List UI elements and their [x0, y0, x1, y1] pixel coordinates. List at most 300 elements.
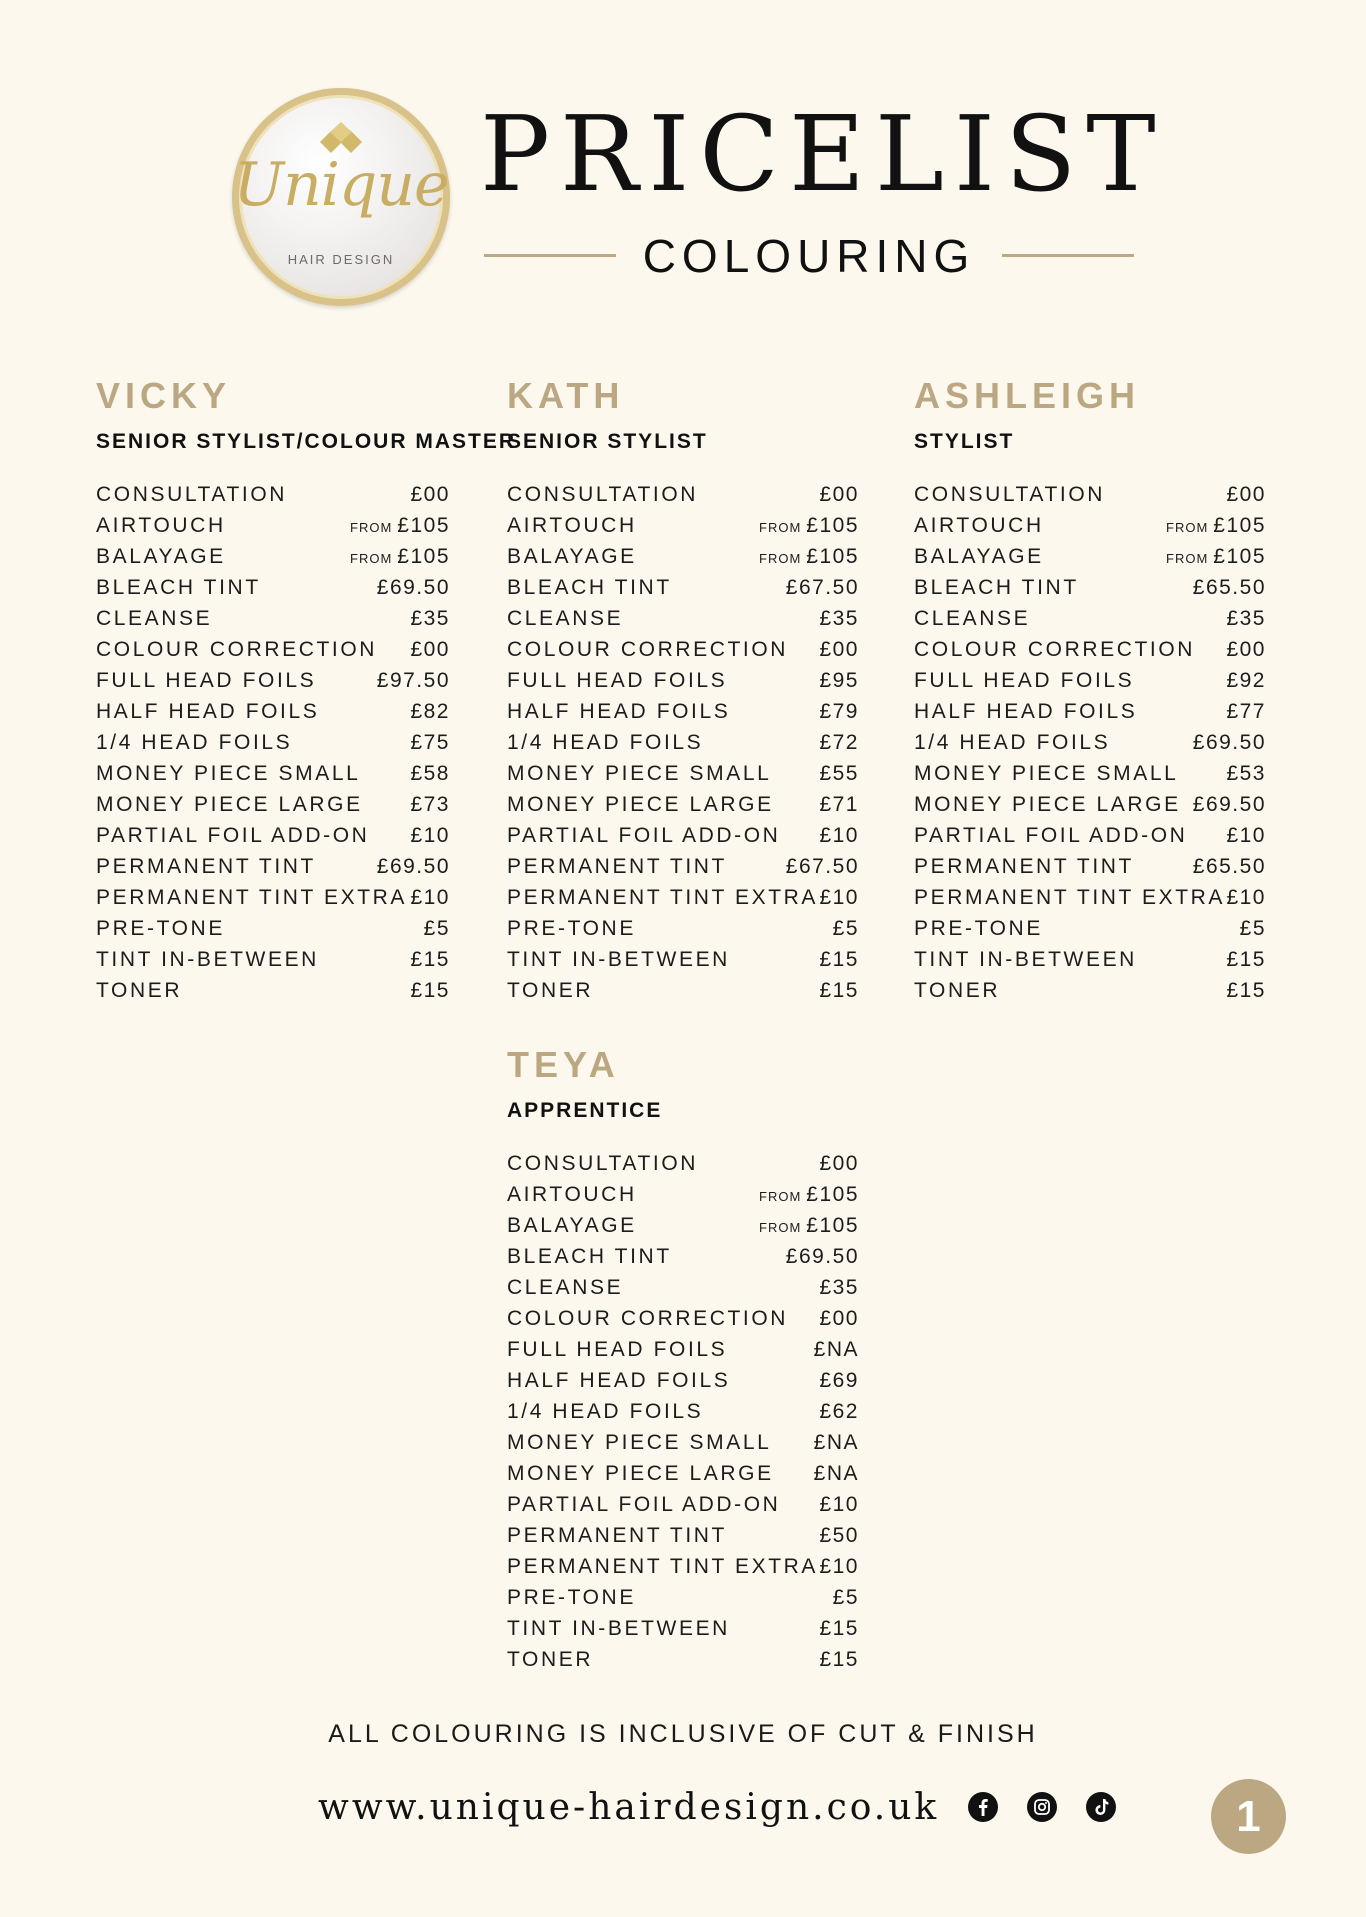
price-list [507, 479, 859, 1006]
service-price [377, 572, 450, 603]
price-row [914, 572, 1266, 603]
price-row [507, 572, 859, 603]
service-price [410, 479, 450, 510]
price-amount: £15 [1226, 979, 1266, 1002]
price-amount: £10 [410, 886, 450, 909]
service-price [819, 603, 859, 634]
service-price [819, 1148, 859, 1179]
service-price [819, 479, 859, 510]
price-amount: £105 [1213, 514, 1266, 537]
service-name: MONEY PIECE SMALL [914, 762, 1179, 785]
service-name: BLEACH TINT [507, 1245, 672, 1268]
service-name: PARTIAL FOIL ADD-ON [507, 824, 781, 847]
price-amount: £69.50 [1192, 793, 1266, 816]
price-amount: £105 [806, 1214, 859, 1237]
price-row [507, 944, 859, 975]
price-row [507, 634, 859, 665]
price-row [914, 479, 1266, 510]
price-amount: £105 [806, 514, 859, 537]
service-name: AIRTOUCH [914, 514, 1044, 537]
service-name: PERMANENT TINT [507, 855, 727, 878]
service-price [759, 541, 859, 574]
service-price [1226, 944, 1266, 975]
service-name: BLEACH TINT [507, 576, 672, 599]
price-row [507, 851, 859, 882]
service-price [1226, 603, 1266, 634]
service-price [819, 1303, 859, 1334]
service-name: CLEANSE [96, 607, 213, 630]
price-prefix: FROM [759, 520, 802, 535]
price-amount: £79 [819, 700, 859, 723]
service-name: HALF HEAD FOILS [507, 1369, 731, 1392]
price-row [914, 944, 1266, 975]
service-name: PRE-TONE [96, 917, 225, 940]
price-amount: £00 [819, 638, 859, 661]
price-amount: £105 [1213, 545, 1266, 568]
service-price [424, 913, 450, 944]
price-row [96, 603, 450, 634]
price-row [914, 820, 1266, 851]
service-price [410, 634, 450, 665]
service-price [1193, 789, 1266, 820]
stylist-name: ASHLEIGH [914, 375, 1141, 416]
service-name: PERMANENT TINT EXTRA [914, 886, 1226, 909]
service-price [1226, 820, 1266, 851]
price-list [914, 479, 1266, 1006]
price-amount: £00 [1226, 638, 1266, 661]
service-name: PERMANENT TINT [507, 1524, 727, 1547]
price-amount: £105 [397, 545, 450, 568]
service-name: PERMANENT TINT EXTRA [507, 886, 819, 909]
price-amount: £65.50 [1192, 855, 1266, 878]
page-subtitle-row [484, 228, 1134, 284]
price-amount: £5 [1239, 917, 1266, 940]
service-price [814, 1334, 859, 1365]
price-amount: £10 [819, 1493, 859, 1516]
service-name: CONSULTATION [507, 1152, 699, 1175]
service-name: MONEY PIECE LARGE [914, 793, 1181, 816]
inclusive-note: ALL COLOURING IS INCLUSIVE OF CUT & FINISH [328, 1720, 1038, 1748]
service-name: PARTIAL FOIL ADD-ON [96, 824, 370, 847]
service-name: BALAYAGE [96, 545, 226, 568]
price-list [507, 1148, 859, 1675]
facebook-icon[interactable] [968, 1792, 998, 1822]
page-subtitle: COLOURING [642, 230, 976, 282]
price-prefix: FROM [350, 551, 393, 566]
price-amount: £00 [410, 483, 450, 506]
price-row [96, 510, 450, 541]
price-row [507, 1148, 859, 1179]
stylist-role: STYLIST [914, 430, 1015, 453]
service-price [819, 1520, 859, 1551]
page-number-badge: 1 [1211, 1779, 1286, 1854]
subtitle-rule-right [1002, 254, 1134, 257]
service-name: 1/4 HEAD FOILS [96, 731, 293, 754]
price-row [914, 665, 1266, 696]
service-name: TINT IN-BETWEEN [507, 948, 730, 971]
salon-logo [232, 88, 450, 306]
price-amount: £67.50 [785, 855, 859, 878]
stylist-name: TEYA [507, 1044, 620, 1085]
price-row [96, 789, 450, 820]
service-price [410, 882, 450, 913]
service-price [759, 510, 859, 543]
service-name: MONEY PIECE LARGE [96, 793, 363, 816]
price-amount: £10 [1226, 886, 1266, 909]
price-row [914, 727, 1266, 758]
service-name: BALAYAGE [914, 545, 1044, 568]
price-amount: £69.50 [376, 576, 450, 599]
service-price [1166, 510, 1266, 543]
price-amount: £97.50 [376, 669, 450, 692]
stylist-column-ashleigh [914, 376, 1266, 1006]
price-row [96, 882, 450, 913]
service-price [786, 572, 859, 603]
price-row [507, 1427, 859, 1458]
stylist-column-vicky [96, 375, 517, 1006]
service-price [819, 758, 859, 789]
price-amount: £15 [819, 979, 859, 1002]
service-price [1193, 572, 1266, 603]
price-amount: £95 [819, 669, 859, 692]
service-price [410, 820, 450, 851]
service-name: 1/4 HEAD FOILS [507, 731, 704, 754]
stylist-column-kath [507, 376, 859, 1006]
price-row [507, 1179, 859, 1210]
service-price [1226, 665, 1266, 696]
logo-subtitle: HAIR DESIGN [287, 252, 395, 267]
price-row [96, 975, 450, 1006]
service-name: PRE-TONE [914, 917, 1043, 940]
price-prefix: FROM [350, 520, 393, 535]
service-price [1226, 696, 1266, 727]
price-row [507, 820, 859, 851]
instagram-icon[interactable] [1027, 1792, 1057, 1822]
website-link[interactable]: www.unique-hairdesign.co.uk [318, 1786, 940, 1828]
price-amount: £65.50 [1192, 576, 1266, 599]
service-price [814, 1427, 859, 1458]
service-price [1226, 758, 1266, 789]
price-amount: £69.50 [785, 1245, 859, 1268]
service-name: AIRTOUCH [507, 1183, 637, 1206]
service-name: FULL HEAD FOILS [96, 669, 317, 692]
service-name: CLEANSE [507, 1276, 624, 1299]
service-price [819, 1272, 859, 1303]
price-row [914, 696, 1266, 727]
service-name: 1/4 HEAD FOILS [507, 1400, 704, 1423]
price-prefix: FROM [759, 551, 802, 566]
price-row [914, 603, 1266, 634]
price-row [507, 1551, 859, 1582]
service-price [819, 975, 859, 1006]
service-name: HALF HEAD FOILS [914, 700, 1138, 723]
price-amount: £15 [1226, 948, 1266, 971]
price-amount: £00 [410, 638, 450, 661]
service-price [410, 789, 450, 820]
price-row [507, 1644, 859, 1675]
service-price [819, 1396, 859, 1427]
service-name: CONSULTATION [914, 483, 1106, 506]
service-name: FULL HEAD FOILS [507, 1338, 728, 1361]
service-name: MONEY PIECE LARGE [507, 793, 774, 816]
service-price [819, 1365, 859, 1396]
price-row [96, 851, 450, 882]
service-price [410, 727, 450, 758]
price-row [507, 913, 859, 944]
price-row [914, 882, 1266, 913]
price-row [96, 572, 450, 603]
service-price [819, 696, 859, 727]
price-amount: £10 [410, 824, 450, 847]
price-row [96, 758, 450, 789]
service-name: TINT IN-BETWEEN [914, 948, 1137, 971]
price-amount: £5 [832, 917, 859, 940]
service-price [410, 696, 450, 727]
service-price [833, 1582, 859, 1613]
service-price [350, 510, 450, 543]
price-row [507, 1241, 859, 1272]
service-price [410, 758, 450, 789]
service-name: TONER [507, 979, 594, 1002]
service-name: MONEY PIECE SMALL [507, 1431, 772, 1454]
price-row [914, 975, 1266, 1006]
service-name: BALAYAGE [507, 545, 637, 568]
price-row [507, 1303, 859, 1334]
service-name: COLOUR CORRECTION [507, 638, 789, 661]
price-row [507, 541, 859, 572]
service-price [1166, 541, 1266, 574]
service-price [410, 975, 450, 1006]
service-price [814, 1458, 859, 1489]
service-name: BLEACH TINT [96, 576, 261, 599]
price-list [96, 479, 450, 1006]
price-amount: £10 [819, 824, 859, 847]
service-price [833, 913, 859, 944]
stylist-role: APPRENTICE [507, 1099, 663, 1122]
price-amount: £53 [1226, 762, 1266, 785]
service-price [819, 789, 859, 820]
price-row [507, 696, 859, 727]
logo-script: Unique [233, 150, 449, 220]
price-prefix: FROM [759, 1189, 802, 1204]
service-price [377, 851, 450, 882]
price-amount: £50 [819, 1524, 859, 1547]
price-row [914, 541, 1266, 572]
service-price [410, 944, 450, 975]
service-price [786, 1241, 859, 1272]
service-price [410, 603, 450, 634]
price-row [96, 944, 450, 975]
price-row [507, 1582, 859, 1613]
stylist-role: SENIOR STYLIST [507, 430, 708, 453]
price-row [96, 665, 450, 696]
service-price [759, 1179, 859, 1212]
service-price [819, 820, 859, 851]
price-amount: £5 [832, 1586, 859, 1609]
service-name: AIRTOUCH [507, 514, 637, 537]
price-row [914, 851, 1266, 882]
price-row [507, 727, 859, 758]
price-row [914, 634, 1266, 665]
price-amount: £75 [410, 731, 450, 754]
service-price [819, 944, 859, 975]
price-amount: £15 [819, 1648, 859, 1671]
service-name: HALF HEAD FOILS [96, 700, 320, 723]
stylist-name: VICKY [96, 375, 232, 416]
price-row [507, 1489, 859, 1520]
service-price [1226, 479, 1266, 510]
price-amount: £35 [819, 607, 859, 630]
stylist-name: KATH [507, 375, 625, 416]
price-amount: £105 [806, 1183, 859, 1206]
service-price [819, 634, 859, 665]
service-name: CONSULTATION [96, 483, 288, 506]
price-row [96, 727, 450, 758]
service-price [819, 727, 859, 758]
price-row [914, 789, 1266, 820]
service-price [819, 1644, 859, 1675]
price-amount: £35 [1226, 607, 1266, 630]
price-row [507, 479, 859, 510]
price-row [96, 913, 450, 944]
service-name: PARTIAL FOIL ADD-ON [507, 1493, 781, 1516]
service-price [350, 541, 450, 574]
service-name: TONER [96, 979, 183, 1002]
service-name: CONSULTATION [507, 483, 699, 506]
price-amount: £15 [410, 948, 450, 971]
service-name: TONER [507, 1648, 594, 1671]
price-amount: £69 [819, 1369, 859, 1392]
service-name: CLEANSE [914, 607, 1031, 630]
price-row [96, 634, 450, 665]
service-name: TINT IN-BETWEEN [96, 948, 319, 971]
price-amount: £82 [410, 700, 450, 723]
price-amount: £10 [819, 1555, 859, 1578]
service-price [786, 851, 859, 882]
price-row [507, 1210, 859, 1241]
service-price [759, 1210, 859, 1243]
price-row [507, 510, 859, 541]
price-amount: £NA [813, 1431, 859, 1454]
price-row [507, 1613, 859, 1644]
service-name: PERMANENT TINT [96, 855, 316, 878]
service-name: MONEY PIECE SMALL [507, 762, 772, 785]
stylist-role: SENIOR STYLIST/COLOUR MASTER [96, 430, 517, 453]
service-name: AIRTOUCH [96, 514, 226, 537]
price-amount: £69.50 [1192, 731, 1266, 754]
service-name: HALF HEAD FOILS [507, 700, 731, 723]
price-row [507, 975, 859, 1006]
service-name: PERMANENT TINT [914, 855, 1134, 878]
service-name: TINT IN-BETWEEN [507, 1617, 730, 1640]
service-price [819, 665, 859, 696]
price-prefix: FROM [759, 1220, 802, 1235]
service-price [377, 665, 450, 696]
service-price [1193, 727, 1266, 758]
price-amount: £35 [410, 607, 450, 630]
service-name: PRE-TONE [507, 917, 636, 940]
price-amount: £00 [819, 483, 859, 506]
price-amount: £10 [819, 886, 859, 909]
service-price [1240, 913, 1266, 944]
service-name: PRE-TONE [507, 1586, 636, 1609]
price-amount: £35 [819, 1276, 859, 1299]
service-name: MONEY PIECE SMALL [96, 762, 361, 785]
service-name: FULL HEAD FOILS [507, 669, 728, 692]
price-row [507, 665, 859, 696]
service-name: COLOUR CORRECTION [96, 638, 378, 661]
service-price [819, 1489, 859, 1520]
price-row [507, 603, 859, 634]
service-price [819, 1613, 859, 1644]
price-row [507, 758, 859, 789]
service-name: COLOUR CORRECTION [914, 638, 1196, 661]
price-amount: £73 [410, 793, 450, 816]
service-price [819, 1551, 859, 1582]
price-amount: £92 [1226, 669, 1266, 692]
service-name: PERMANENT TINT EXTRA [507, 1555, 819, 1578]
price-row [507, 1396, 859, 1427]
price-amount: £58 [410, 762, 450, 785]
price-amount: £69.50 [376, 855, 450, 878]
price-amount: £77 [1226, 700, 1266, 723]
price-amount: £15 [819, 1617, 859, 1640]
price-row [507, 1334, 859, 1365]
service-name: 1/4 HEAD FOILS [914, 731, 1111, 754]
tiktok-icon[interactable] [1086, 1792, 1116, 1822]
price-amount: £00 [819, 1307, 859, 1330]
price-amount: £71 [819, 793, 859, 816]
service-price [819, 882, 859, 913]
service-price [1226, 975, 1266, 1006]
price-prefix: FROM [1166, 551, 1209, 566]
price-amount: £NA [813, 1338, 859, 1361]
service-name: BLEACH TINT [914, 576, 1079, 599]
service-name: TONER [914, 979, 1001, 1002]
service-price [1193, 851, 1266, 882]
price-amount: £67.50 [785, 576, 859, 599]
price-amount: £55 [819, 762, 859, 785]
service-name: BALAYAGE [507, 1214, 637, 1237]
price-row [507, 1365, 859, 1396]
service-price [1226, 882, 1266, 913]
price-amount: £NA [813, 1462, 859, 1485]
subtitle-rule-left [484, 254, 616, 257]
service-name: FULL HEAD FOILS [914, 669, 1135, 692]
price-row [96, 696, 450, 727]
price-amount: £5 [423, 917, 450, 940]
price-row [96, 820, 450, 851]
price-row [507, 789, 859, 820]
price-row [914, 510, 1266, 541]
price-prefix: FROM [1166, 520, 1209, 535]
price-row [507, 882, 859, 913]
price-row [914, 758, 1266, 789]
price-row [914, 913, 1266, 944]
price-row [507, 1520, 859, 1551]
price-row [96, 541, 450, 572]
price-amount: £10 [1226, 824, 1266, 847]
service-name: MONEY PIECE LARGE [507, 1462, 774, 1485]
price-amount: £00 [1226, 483, 1266, 506]
service-name: COLOUR CORRECTION [507, 1307, 789, 1330]
price-row [507, 1458, 859, 1489]
price-amount: £15 [819, 948, 859, 971]
service-name: PERMANENT TINT EXTRA [96, 886, 408, 909]
price-amount: £105 [806, 545, 859, 568]
service-price [1226, 634, 1266, 665]
footer-contact [318, 1782, 1116, 1832]
